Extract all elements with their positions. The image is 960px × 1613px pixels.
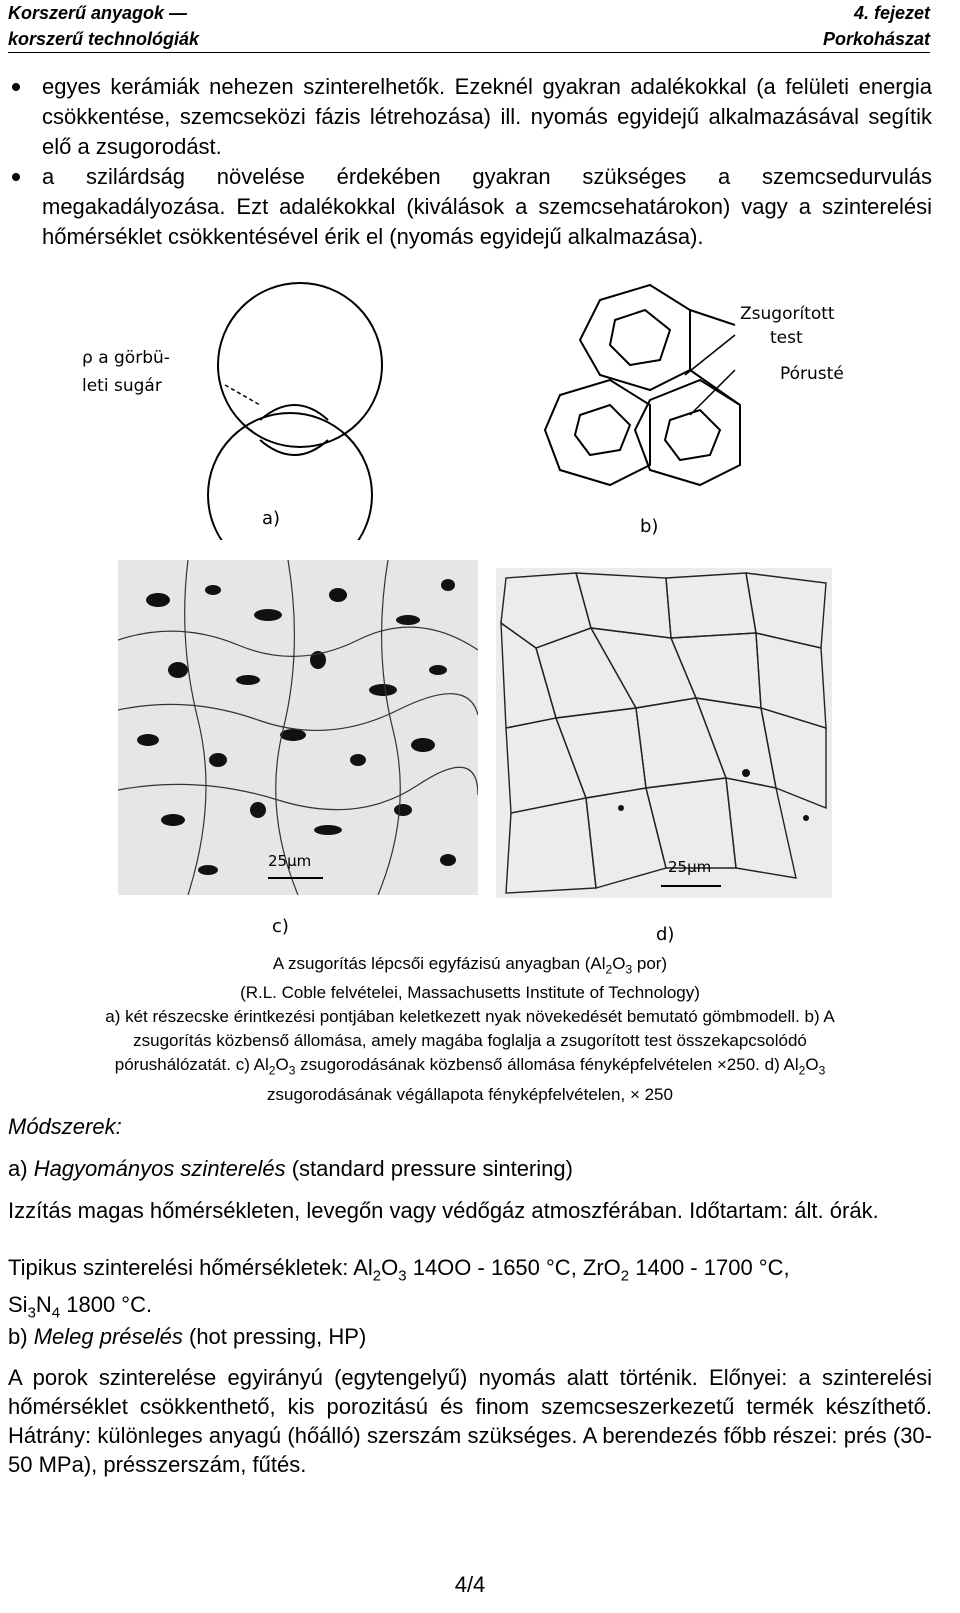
bullet-item: egyes kerámiák nehezen szinterelhetők. Ezeknél gyakran adalékokkal (a felületi energia csökkentése, szemcseközi fázis létrehozása) ill. nyomás egyidejű alkalmazásával segítik elő a zsugorodást. bbox=[8, 72, 932, 162]
bullet-dot-icon bbox=[12, 173, 20, 181]
caption-line-3: a) két részecske érintkezési pontjában keletkezett nyak növekedését bemutató gömbmodell. b) A bbox=[105, 1007, 835, 1027]
method-a-paragraph-1: Izzítás magas hőmérsékleten, levegőn vagy védőgáz atmoszférában. Időtartam: ált. órák. bbox=[8, 1198, 879, 1223]
header-right bbox=[823, 0, 930, 52]
scale-bar-d-label: 25μm bbox=[668, 858, 712, 876]
pore-space-label: Pórusté bbox=[780, 364, 844, 384]
curvature-radius-label-2: leti sugár bbox=[82, 376, 162, 396]
panel-c-label: c) bbox=[272, 916, 289, 937]
caption-line-6: zsugorodásának végállapota fényképfelvételen, × 250 bbox=[267, 1084, 673, 1104]
bullet-dot-icon bbox=[12, 83, 20, 91]
scale-bar-c-label: 25μm bbox=[268, 852, 312, 870]
figure-c-micrograph bbox=[118, 560, 478, 895]
panel-a-label: a) bbox=[262, 508, 281, 529]
header-divider bbox=[8, 52, 930, 53]
method-b-heading: b) Meleg préselés (hot pressing, HP) bbox=[8, 1324, 367, 1349]
header-chapter-title: Porkohászat bbox=[822, 29, 930, 49]
method-b-paragraph: A porok szinterelése egyirányú (egytengelyű) nyomás alatt történik. Előnyei: a szinterelési hőmérséklet csökkenthető, kis porozitású és finom szemcseszerkezetű termék készíthető. Hátrány: különleges anyagú (hőálló) szerszám szükséges. A berendezés főbb részei: prés (30-50 MPa), présszerszám, fűtés. bbox=[8, 1365, 932, 1477]
panel-b-label: b) bbox=[640, 516, 659, 537]
figure-b-grain-network bbox=[540, 280, 940, 510]
page-number: 4/4 bbox=[454, 1572, 486, 1597]
methods-heading: Módszerek: bbox=[8, 1114, 122, 1139]
sphere-model-drawing bbox=[60, 270, 440, 540]
figure-caption bbox=[8, 952, 932, 1107]
header-chapter: 4. fejezet bbox=[853, 3, 930, 23]
micrograph-c-image bbox=[118, 560, 478, 895]
bullet-list bbox=[8, 72, 932, 252]
panel-d-label: d) bbox=[656, 924, 675, 945]
method-a-heading: a) Hagyományos szinterelés (standard pressure sintering) bbox=[8, 1156, 573, 1181]
curvature-radius-label-1: ρ a görbü- bbox=[82, 348, 170, 368]
bullet-item: a szilárdság növelése érdekében gyakran szükséges a szemcsedurvulás megakadályozása. Ezt adalékokkal (kiválások a szemcsehatárokon) vagy a szinterelési hőmérséklet csökkentésével érik el (nyomás egyidejű alkalmazása). bbox=[8, 162, 932, 252]
caption-line-5: pórushálózatát. c) $Al_2O_3$ zsugorodásának közbenső állomása fényképfelvételen ×250. d) $Al_2O_3$ bbox=[114, 1055, 826, 1078]
caption-title: A zsugorítás lépcsői egyfázisú anyagban ($Al_2O_3$ por) bbox=[272, 954, 668, 977]
method-a-paragraph-2: Tipikus szinterelési hőmérsékletek: $Al_2O_3$ 14OO - 1650 °C, ZrO$_2$ 1400 - 1700 °C, $Si_3N_4$ 1800 °C. bbox=[8, 1255, 790, 1322]
figure-d-micrograph bbox=[496, 568, 832, 898]
caption-source: (R.L. Coble felvételei, Massachusetts Institute of Technology) bbox=[240, 983, 700, 1003]
header-course-title: Korszerű anyagok — bbox=[8, 3, 188, 23]
micrograph-d-image bbox=[496, 568, 832, 898]
figure-a-sphere-model bbox=[60, 270, 440, 540]
sintered-body-label-1: Zsugorított bbox=[740, 304, 835, 324]
caption-line-4: zsugorítás közbenső állomása, amely magába foglalja a zsugorított test összekapcsolódó bbox=[133, 1031, 807, 1051]
header-course-subtitle: korszerű technológiák bbox=[8, 29, 200, 49]
sintered-body-label-2: test bbox=[770, 328, 803, 348]
header-left bbox=[8, 0, 199, 52]
